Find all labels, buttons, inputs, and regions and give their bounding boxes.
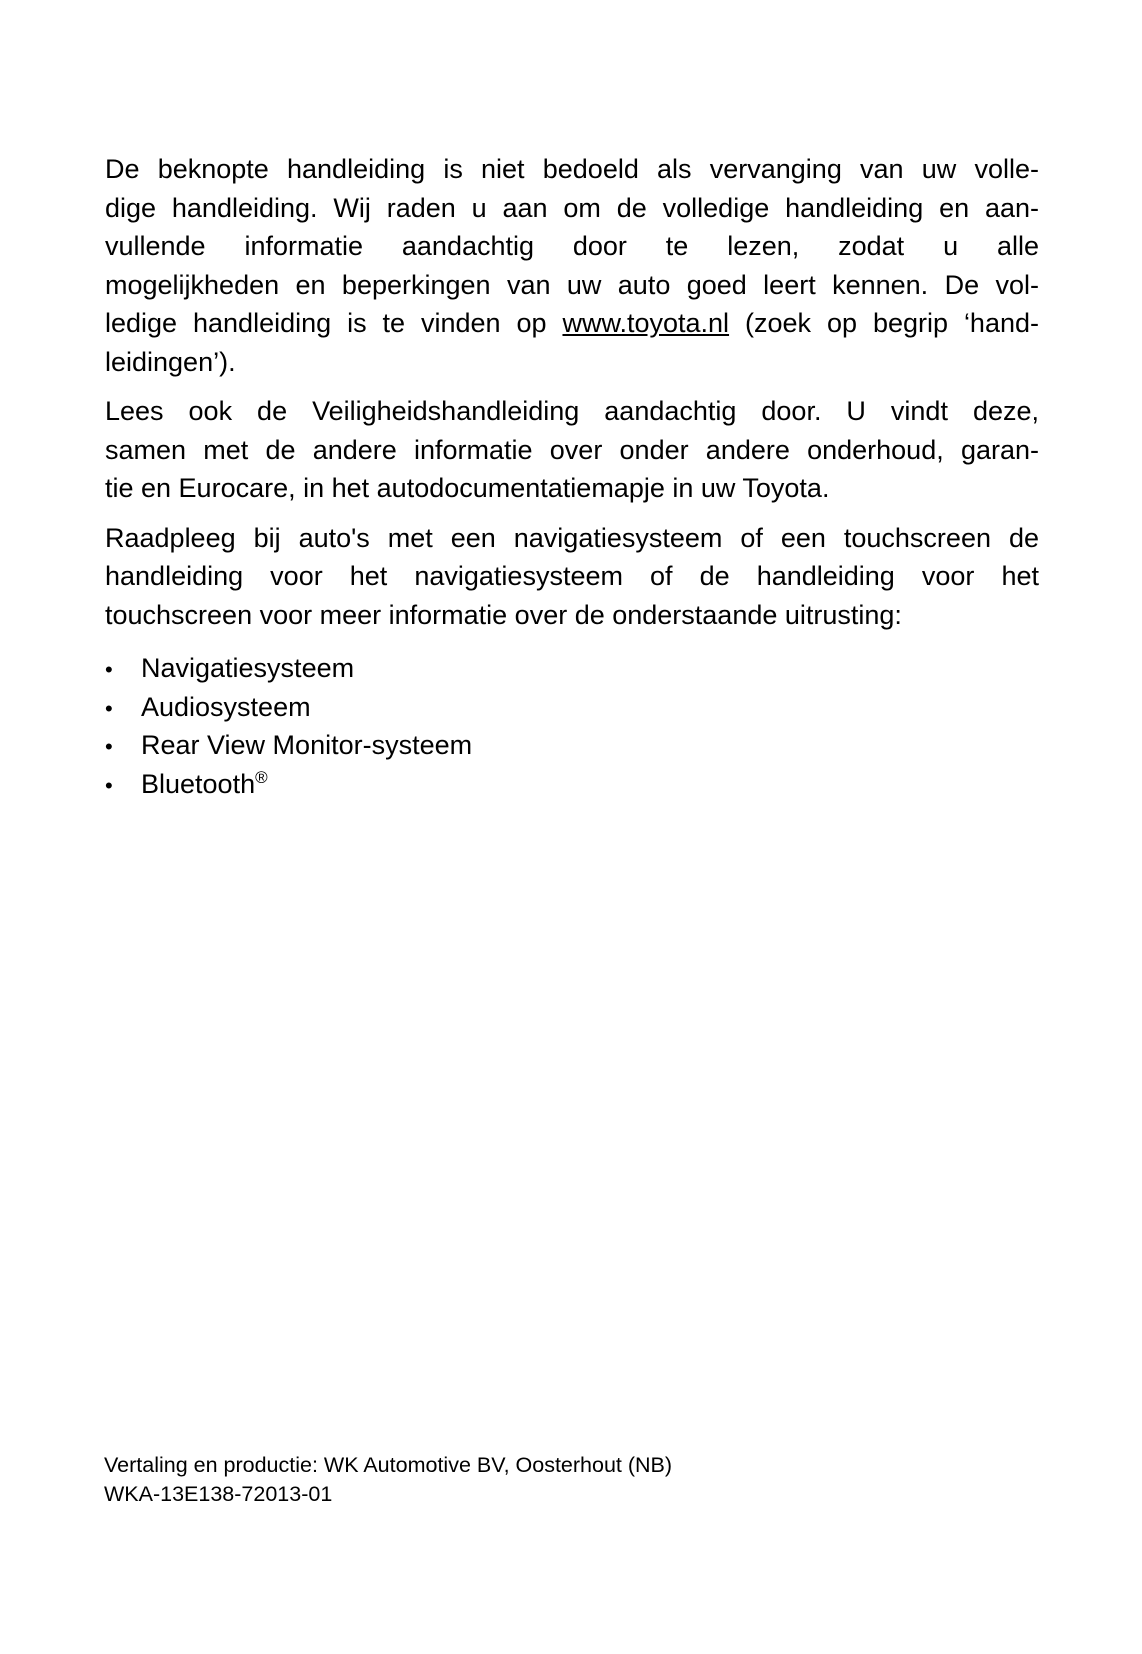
list-item-label — [141, 766, 1039, 803]
footer-production-line: Vertaling en productie: WK Automotive BV, Oosterhout (NB) — [104, 1453, 673, 1477]
list-item-label: Rear View Monitor-systeem — [141, 730, 473, 760]
toyota-website-link[interactable]: www.toyota.nl — [562, 308, 730, 338]
bullet-icon: • — [105, 772, 113, 798]
text-line-with-link — [105, 304, 1039, 343]
list-item — [105, 689, 1039, 728]
list-item — [105, 650, 1039, 689]
text-after-link: (zoek op begrip ‘hand- — [729, 308, 1039, 338]
registered-trademark-symbol: ® — [255, 767, 268, 787]
text-line: samen met de andere informatie over onder andere onderhoud, garan- — [105, 434, 1039, 465]
bluetooth-label: Bluetooth — [141, 768, 256, 799]
page-footer — [104, 1451, 672, 1508]
text-line: De beknopte handleiding is niet bedoeld als vervanging van uw volle- — [105, 154, 1039, 184]
bullet-icon: • — [105, 734, 113, 759]
text-line: Lees ook de Veiligheidshandleiding aandachtig door. U vindt deze, — [105, 396, 1039, 426]
text-line: tie en Eurocare, in het autodocumentatiemapje in uw Toyota. — [105, 473, 830, 503]
text-line: touchscreen voor meer informatie over de onderstaande uitrusting: — [105, 599, 902, 630]
bullet-icon: • — [105, 695, 113, 721]
bullet-icon: • — [105, 657, 113, 682]
text-before-link: ledige handleiding is te vinden op — [105, 308, 563, 338]
list-item — [105, 766, 1039, 805]
list-item — [105, 727, 1039, 766]
text-line: Raadpleeg bij auto's met een navigatiesysteem of een touchscreen de — [105, 522, 1039, 553]
text-line: mogelijkheden en beperkingen van uw auto goed leert kennen. De vol- — [105, 269, 1039, 300]
equipment-list — [105, 650, 1039, 804]
paragraph-navigation-reference — [105, 519, 1039, 635]
text-line: handleiding voor het navigatiesysteem of de handleiding voor het — [105, 561, 1039, 591]
text-line: dige handleiding. Wij raden u aan om de volledige handleiding en aan- — [105, 192, 1039, 223]
text-line: vullende informatie aandachtig door te lezen, zodat u alle — [105, 231, 1039, 261]
list-item-label: Navigatiesysteem — [141, 653, 355, 683]
footer-document-code: WKA-13E138-72013-01 — [104, 1481, 333, 1506]
paragraph-intro — [105, 150, 1039, 381]
document-content — [105, 150, 1039, 804]
paragraph-safety-manual — [105, 392, 1039, 508]
list-item-label: Audiosysteem — [141, 691, 311, 722]
text-line: leidingen’). — [105, 346, 236, 377]
